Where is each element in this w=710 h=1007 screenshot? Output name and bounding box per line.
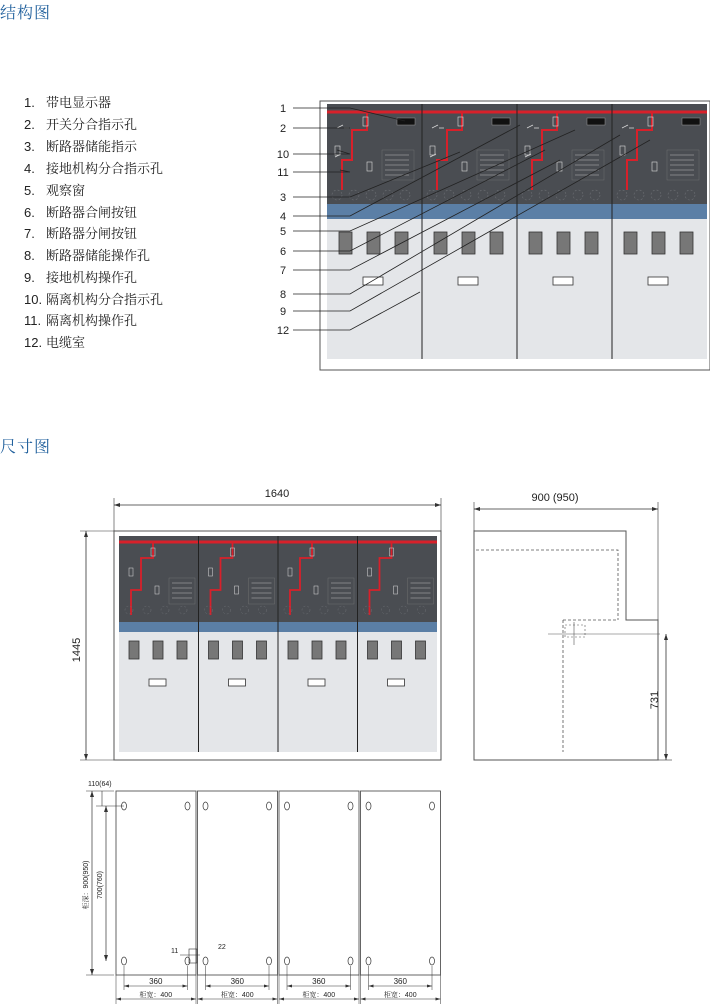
live-display-indicator bbox=[682, 118, 700, 125]
inspection-window bbox=[680, 232, 693, 254]
cable-compartment-slot bbox=[458, 277, 478, 285]
callout-number: 5 bbox=[279, 226, 287, 238]
plan-hole-spacing-label: 360 bbox=[230, 977, 244, 986]
inspection-window bbox=[585, 232, 598, 254]
legend-item: 6. 断路器合闸按钮 bbox=[24, 205, 138, 220]
inspection-window bbox=[312, 641, 322, 659]
plan-view bbox=[81, 781, 441, 1004]
callout-number: 3 bbox=[279, 192, 287, 204]
cabinet-footprint bbox=[198, 791, 278, 975]
inspection-window bbox=[368, 641, 378, 659]
cable-compartment-slot bbox=[388, 679, 405, 686]
cable-compartment-slot bbox=[149, 679, 166, 686]
inspection-window bbox=[129, 641, 139, 659]
legend-item: 9. 接地机构操作孔 bbox=[24, 270, 138, 285]
cable-compartment-slot bbox=[553, 277, 573, 285]
plan-cabinet-width-label: 柜宽：400 bbox=[139, 992, 173, 999]
inspection-window bbox=[153, 641, 163, 659]
front-elevation bbox=[71, 488, 441, 760]
callout-number: 11 bbox=[277, 167, 289, 179]
inspection-window bbox=[557, 232, 570, 254]
legend-item: 1. 带电显示器 bbox=[24, 95, 112, 110]
callout-number: 9 bbox=[279, 306, 287, 318]
side-height-label: 731 bbox=[649, 690, 661, 710]
cabinet-footprint bbox=[361, 791, 441, 975]
plan-offset-label: 110(64) bbox=[88, 781, 112, 788]
inspection-window bbox=[392, 641, 402, 659]
structure-diagram bbox=[277, 101, 710, 370]
plan-hole-spacing-label: 360 bbox=[149, 977, 163, 986]
plan-cabinet-width-label: 柜宽：400 bbox=[302, 992, 336, 999]
live-display-indicator bbox=[587, 118, 605, 125]
plan-depth-label: 柜深：900(950) bbox=[83, 860, 90, 910]
legend-item: 2. 开关分合指示孔 bbox=[24, 117, 138, 132]
front-height-label: 1445 bbox=[71, 637, 83, 663]
callout-number: 1 bbox=[279, 103, 287, 115]
cable-compartment-slot bbox=[648, 277, 668, 285]
cable-compartment-slot bbox=[229, 679, 246, 686]
inspection-window bbox=[416, 641, 426, 659]
inspection-window bbox=[177, 641, 187, 659]
dimension-title: 尺寸图 bbox=[0, 439, 52, 456]
callout-number: 4 bbox=[279, 211, 287, 223]
side-depth-label: 900 (950) bbox=[531, 492, 579, 504]
legend-item: 8. 断路器储能操作孔 bbox=[24, 248, 151, 263]
plan-hole-spacing-label: 360 bbox=[393, 977, 407, 986]
inspection-window bbox=[367, 232, 380, 254]
callout-number: 6 bbox=[279, 246, 287, 258]
cabinet-footprint bbox=[116, 791, 196, 975]
inspection-window bbox=[652, 232, 665, 254]
cable-compartment-slot bbox=[363, 277, 383, 285]
live-display-indicator bbox=[397, 118, 415, 125]
cable-compartment-slot bbox=[308, 679, 325, 686]
plan-mark-22: 22 bbox=[218, 944, 226, 951]
legend-item: 11. 隔离机构操作孔 bbox=[24, 313, 138, 328]
legend-item: 7. 断路器分闸按钮 bbox=[24, 226, 138, 241]
inspection-window bbox=[257, 641, 267, 659]
inspection-window bbox=[336, 641, 346, 659]
plan-hole-depth-label: 700(760) bbox=[97, 870, 104, 900]
front-width-label: 1640 bbox=[264, 488, 290, 500]
callout-number: 12 bbox=[276, 325, 290, 337]
inspection-window bbox=[209, 641, 219, 659]
legend-item: 5. 观察窗 bbox=[24, 183, 86, 198]
plan-cabinet-width-label: 柜宽：400 bbox=[220, 992, 254, 999]
legend-item: 3. 断路器储能指示 bbox=[24, 139, 138, 154]
legend-item: 10. 隔离机构分合指示孔 bbox=[24, 292, 164, 307]
live-display-indicator bbox=[492, 118, 510, 125]
plan-mark-11: 11 bbox=[171, 948, 179, 955]
callout-number: 7 bbox=[279, 265, 287, 277]
inspection-window bbox=[490, 232, 503, 254]
side-elevation bbox=[474, 492, 672, 760]
plan-hole-spacing-label: 360 bbox=[312, 977, 326, 986]
inspection-window bbox=[529, 232, 542, 254]
inspection-window bbox=[233, 641, 243, 659]
callout-number: 10 bbox=[276, 149, 290, 161]
callout-number: 2 bbox=[279, 123, 287, 135]
legend-item: 4. 接地机构分合指示孔 bbox=[24, 161, 164, 176]
plan-cabinet-width-label: 柜宽：400 bbox=[383, 992, 417, 999]
inspection-window bbox=[624, 232, 637, 254]
structure-title: 结构图 bbox=[0, 5, 52, 22]
cabinet-footprint bbox=[279, 791, 359, 975]
inspection-window bbox=[288, 641, 298, 659]
callout-number: 8 bbox=[279, 289, 287, 301]
legend-item: 12. 电缆室 bbox=[24, 335, 86, 350]
